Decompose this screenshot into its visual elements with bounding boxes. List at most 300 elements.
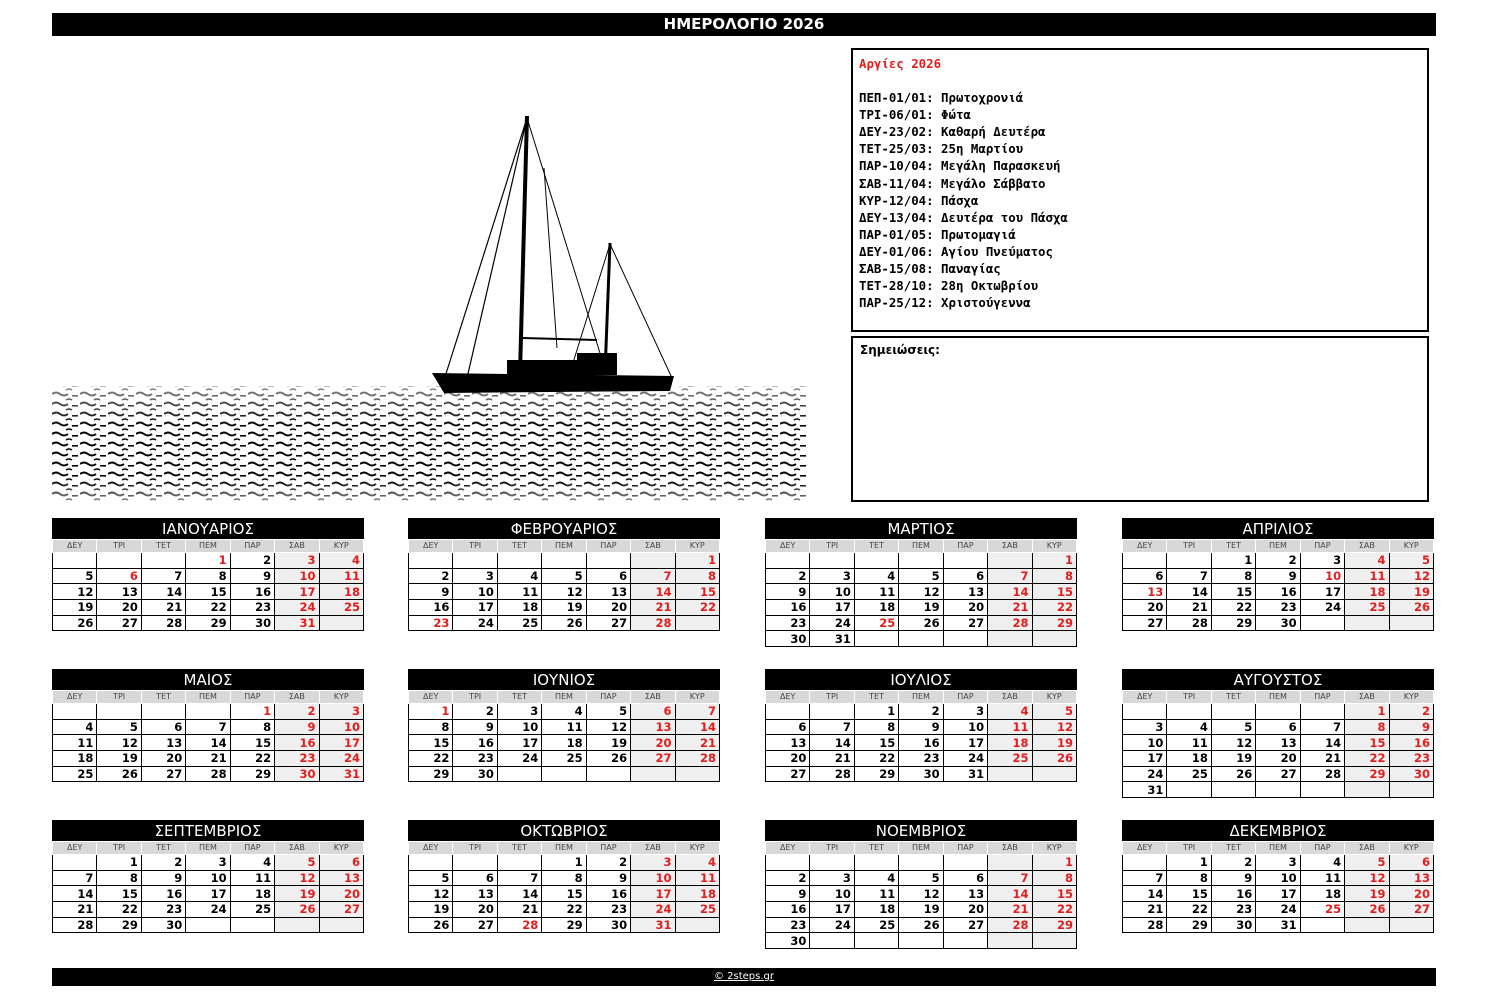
day-cell: 7 xyxy=(186,719,230,735)
day-cell: 17 xyxy=(810,600,854,616)
weekday-header: ΣΑΒ xyxy=(1345,842,1389,855)
day-cell: 20 xyxy=(1256,751,1300,767)
day-cell: 12 xyxy=(586,719,630,735)
day-cell: 20 xyxy=(1389,886,1433,902)
day-cell xyxy=(1123,855,1167,871)
day-cell xyxy=(542,766,586,782)
holidays-list xyxy=(859,89,1421,311)
day-cell: 22 xyxy=(186,600,230,616)
day-cell xyxy=(275,917,319,933)
weekday-header: ΣΑΒ xyxy=(1345,540,1389,553)
day-cell: 19 xyxy=(1345,886,1389,902)
day-cell: 21 xyxy=(1300,751,1344,767)
day-cell: 11 xyxy=(497,584,541,600)
day-cell: 25 xyxy=(988,751,1032,767)
day-cell: 27 xyxy=(631,751,675,767)
day-cell: 4 xyxy=(988,704,1032,720)
day-cell xyxy=(988,631,1032,647)
week-row xyxy=(409,855,720,871)
day-cell: 26 xyxy=(542,615,586,631)
day-cell: 22 xyxy=(854,751,898,767)
week-row xyxy=(53,704,364,720)
day-cell: 24 xyxy=(319,751,363,767)
day-cell: 1 xyxy=(97,855,141,871)
day-cell: 30 xyxy=(1211,917,1255,933)
day-cell: 12 xyxy=(899,584,943,600)
holiday-item: ΣΑΒ-15/08: Παναγίας xyxy=(859,261,1001,277)
month-calendar xyxy=(765,820,1077,949)
day-cell xyxy=(1032,766,1076,782)
day-cell xyxy=(899,553,943,569)
week-row xyxy=(1123,751,1434,767)
week-row xyxy=(766,584,1077,600)
day-cell: 20 xyxy=(1123,600,1167,616)
day-cell: 8 xyxy=(230,719,274,735)
notes-box xyxy=(851,336,1429,502)
day-cell xyxy=(586,766,630,782)
day-cell xyxy=(453,553,497,569)
week-row xyxy=(53,886,364,902)
day-cell: 11 xyxy=(854,584,898,600)
day-cell: 26 xyxy=(97,766,141,782)
day-cell: 31 xyxy=(319,766,363,782)
day-cell: 28 xyxy=(988,917,1032,933)
day-cell: 13 xyxy=(141,735,185,751)
day-cell: 20 xyxy=(586,600,630,616)
day-cell: 21 xyxy=(988,902,1032,918)
day-cell xyxy=(899,631,943,647)
day-cell: 30 xyxy=(586,917,630,933)
day-cell: 12 xyxy=(275,870,319,886)
weekday-header: ΔΕΥ xyxy=(53,691,97,704)
week-row xyxy=(53,902,364,918)
day-cell: 3 xyxy=(1300,553,1344,569)
weekday-header: ΚΥΡ xyxy=(1389,842,1433,855)
day-cell: 7 xyxy=(810,719,854,735)
day-cell: 13 xyxy=(943,886,987,902)
day-cell: 28 xyxy=(631,615,675,631)
weekday-header: ΠΕΜ xyxy=(1256,540,1300,553)
day-cell: 20 xyxy=(141,751,185,767)
day-cell: 9 xyxy=(230,568,274,584)
day-cell: 15 xyxy=(186,584,230,600)
day-cell xyxy=(1345,917,1389,933)
week-row xyxy=(766,631,1077,647)
day-cell: 16 xyxy=(766,600,810,616)
day-cell: 2 xyxy=(766,870,810,886)
day-cell: 1 xyxy=(1345,704,1389,720)
day-cell: 21 xyxy=(1123,902,1167,918)
day-cell: 16 xyxy=(141,886,185,902)
day-cell xyxy=(631,766,675,782)
day-cell: 11 xyxy=(1345,568,1389,584)
day-cell: 15 xyxy=(1167,886,1211,902)
day-cell: 27 xyxy=(1256,766,1300,782)
day-cell xyxy=(1123,553,1167,569)
weekday-header: ΠΕΜ xyxy=(542,540,586,553)
day-cell: 2 xyxy=(586,855,630,871)
day-cell: 7 xyxy=(988,870,1032,886)
day-cell: 2 xyxy=(1211,855,1255,871)
day-cell xyxy=(943,855,987,871)
day-cell: 24 xyxy=(631,902,675,918)
day-cell: 18 xyxy=(854,600,898,616)
week-row xyxy=(53,855,364,871)
day-cell: 25 xyxy=(542,751,586,767)
day-cell: 20 xyxy=(97,600,141,616)
day-cell: 26 xyxy=(1345,902,1389,918)
day-cell: 30 xyxy=(1256,615,1300,631)
day-cell: 9 xyxy=(1211,870,1255,886)
day-cell xyxy=(988,855,1032,871)
weekday-header: ΠΑΡ xyxy=(943,842,987,855)
holiday-item: ΣΑΒ-11/04: Μεγάλο Σάββατο xyxy=(859,175,1046,191)
day-cell: 12 xyxy=(97,735,141,751)
day-cell: 11 xyxy=(1300,870,1344,886)
weekday-header: ΣΑΒ xyxy=(988,842,1032,855)
day-cell: 29 xyxy=(1345,766,1389,782)
day-cell: 30 xyxy=(453,766,497,782)
day-cell xyxy=(186,917,230,933)
weekday-header: ΤΕΤ xyxy=(141,540,185,553)
day-cell xyxy=(943,933,987,949)
day-cell: 19 xyxy=(899,902,943,918)
day-cell: 8 xyxy=(1167,870,1211,886)
day-cell xyxy=(542,553,586,569)
day-cell: 21 xyxy=(141,600,185,616)
day-cell: 17 xyxy=(275,584,319,600)
week-row xyxy=(409,751,720,767)
week-row xyxy=(409,704,720,720)
day-cell: 24 xyxy=(453,615,497,631)
weekday-header: ΠΑΡ xyxy=(943,691,987,704)
weekday-header: ΤΕΤ xyxy=(854,540,898,553)
weekday-header: ΚΥΡ xyxy=(1032,540,1076,553)
weekday-header: ΠΕΜ xyxy=(542,691,586,704)
weekday-header: ΠΑΡ xyxy=(586,691,630,704)
day-cell: 12 xyxy=(1211,735,1255,751)
day-cell xyxy=(766,553,810,569)
day-cell: 28 xyxy=(141,615,185,631)
weekday-header: ΔΕΥ xyxy=(53,842,97,855)
weekday-header: ΚΥΡ xyxy=(1389,540,1433,553)
month-name: ΔΕΚΕΜΒΡΙΟΣ xyxy=(1122,820,1434,841)
weekday-header: ΔΕΥ xyxy=(1123,540,1167,553)
day-cell: 10 xyxy=(275,568,319,584)
day-cell: 23 xyxy=(409,615,453,631)
week-row xyxy=(766,902,1077,918)
week-row xyxy=(53,568,364,584)
day-cell: 26 xyxy=(275,902,319,918)
day-cell xyxy=(1211,704,1255,720)
week-row xyxy=(1123,704,1434,720)
day-cell: 25 xyxy=(497,615,541,631)
month-calendar xyxy=(408,669,720,782)
day-cell: 7 xyxy=(53,870,97,886)
weekday-header: ΤΡΙ xyxy=(1167,691,1211,704)
weekday-header: ΠΑΡ xyxy=(1300,540,1344,553)
weekday-header: ΤΕΤ xyxy=(854,691,898,704)
day-cell: 17 xyxy=(186,886,230,902)
day-cell: 22 xyxy=(230,751,274,767)
day-cell: 17 xyxy=(631,886,675,902)
day-cell: 9 xyxy=(766,886,810,902)
day-cell xyxy=(854,553,898,569)
day-cell: 4 xyxy=(542,704,586,720)
month-calendar xyxy=(1122,820,1434,933)
day-cell: 3 xyxy=(943,704,987,720)
day-cell: 14 xyxy=(988,886,1032,902)
month-calendar xyxy=(1122,669,1434,798)
day-cell: 11 xyxy=(1167,735,1211,751)
day-cell xyxy=(810,933,854,949)
day-cell: 29 xyxy=(186,615,230,631)
day-cell: 6 xyxy=(943,870,987,886)
day-cell: 19 xyxy=(409,902,453,918)
day-cell: 6 xyxy=(1389,855,1433,871)
day-cell: 3 xyxy=(631,855,675,871)
weekday-header: ΔΕΥ xyxy=(766,691,810,704)
day-cell: 25 xyxy=(1167,766,1211,782)
month-table xyxy=(52,539,364,631)
day-cell: 4 xyxy=(854,568,898,584)
weekday-header: ΚΥΡ xyxy=(1032,691,1076,704)
day-cell: 7 xyxy=(675,704,719,720)
day-cell: 16 xyxy=(230,584,274,600)
day-cell: 16 xyxy=(409,600,453,616)
day-cell: 13 xyxy=(943,584,987,600)
week-row xyxy=(409,615,720,631)
month-calendar xyxy=(52,669,364,782)
day-cell: 2 xyxy=(275,704,319,720)
day-cell xyxy=(1123,704,1167,720)
day-cell: 28 xyxy=(988,615,1032,631)
month-name: ΟΚΤΩΒΡΙΟΣ xyxy=(408,820,720,841)
day-cell: 4 xyxy=(497,568,541,584)
day-cell: 14 xyxy=(1167,584,1211,600)
day-cell: 1 xyxy=(409,704,453,720)
weekday-header: ΤΕΤ xyxy=(141,691,185,704)
day-cell: 30 xyxy=(141,917,185,933)
day-cell: 1 xyxy=(186,553,230,569)
week-row xyxy=(53,917,364,933)
day-cell: 18 xyxy=(230,886,274,902)
day-cell: 19 xyxy=(1032,735,1076,751)
week-row xyxy=(409,568,720,584)
day-cell xyxy=(586,553,630,569)
day-cell: 5 xyxy=(1389,553,1433,569)
day-cell xyxy=(988,553,1032,569)
day-cell: 13 xyxy=(1256,735,1300,751)
day-cell: 7 xyxy=(631,568,675,584)
day-cell: 4 xyxy=(319,553,363,569)
day-cell: 23 xyxy=(275,751,319,767)
day-cell: 27 xyxy=(453,917,497,933)
day-cell: 13 xyxy=(631,719,675,735)
day-cell: 17 xyxy=(453,600,497,616)
day-cell: 18 xyxy=(542,735,586,751)
day-cell: 26 xyxy=(1211,766,1255,782)
day-cell: 27 xyxy=(766,766,810,782)
day-cell: 18 xyxy=(497,600,541,616)
weekday-header: ΔΕΥ xyxy=(1123,691,1167,704)
day-cell: 8 xyxy=(409,719,453,735)
month-name: ΙΟΥΛΙΟΣ xyxy=(765,669,1077,690)
month-table xyxy=(765,539,1077,647)
day-cell: 6 xyxy=(1256,719,1300,735)
day-cell: 1 xyxy=(675,553,719,569)
holidays-box xyxy=(851,48,1429,332)
day-cell: 16 xyxy=(1211,886,1255,902)
day-cell: 2 xyxy=(453,704,497,720)
week-row xyxy=(1123,917,1434,933)
day-cell: 2 xyxy=(409,568,453,584)
day-cell: 24 xyxy=(943,751,987,767)
day-cell: 27 xyxy=(586,615,630,631)
day-cell: 18 xyxy=(319,584,363,600)
day-cell: 8 xyxy=(186,568,230,584)
day-cell: 22 xyxy=(675,600,719,616)
month-table xyxy=(1122,841,1434,933)
day-cell: 13 xyxy=(586,584,630,600)
month-calendar xyxy=(408,820,720,933)
day-cell xyxy=(810,553,854,569)
day-cell: 29 xyxy=(1167,917,1211,933)
weekday-header: ΣΑΒ xyxy=(988,691,1032,704)
day-cell xyxy=(631,553,675,569)
calendar-title: ΗΜΕΡΟΛΟΓΙΟ 2026 xyxy=(52,13,1436,36)
day-cell xyxy=(854,933,898,949)
month-name: ΦΕΒΡΟΥΑΡΙΟΣ xyxy=(408,518,720,539)
day-cell: 16 xyxy=(899,735,943,751)
day-cell: 8 xyxy=(854,719,898,735)
day-cell xyxy=(230,917,274,933)
day-cell: 3 xyxy=(810,870,854,886)
day-cell xyxy=(810,704,854,720)
day-cell: 17 xyxy=(497,735,541,751)
notes-label: Σημειώσεις: xyxy=(860,343,940,357)
day-cell: 17 xyxy=(319,735,363,751)
day-cell: 8 xyxy=(1345,719,1389,735)
weekday-header: ΤΡΙ xyxy=(453,540,497,553)
week-row xyxy=(766,751,1077,767)
day-cell: 9 xyxy=(899,719,943,735)
weekday-header: ΣΑΒ xyxy=(631,691,675,704)
week-row xyxy=(766,917,1077,933)
day-cell: 5 xyxy=(899,870,943,886)
month-table xyxy=(408,539,720,631)
day-cell: 13 xyxy=(1389,870,1433,886)
day-cell: 16 xyxy=(766,902,810,918)
day-cell xyxy=(409,553,453,569)
day-cell: 19 xyxy=(542,600,586,616)
day-cell: 19 xyxy=(1389,584,1433,600)
weekday-header: ΤΡΙ xyxy=(810,691,854,704)
day-cell: 3 xyxy=(497,704,541,720)
day-cell: 1 xyxy=(230,704,274,720)
day-cell: 10 xyxy=(631,870,675,886)
day-cell: 28 xyxy=(1123,917,1167,933)
day-cell: 15 xyxy=(854,735,898,751)
day-cell: 31 xyxy=(275,615,319,631)
day-cell: 25 xyxy=(675,902,719,918)
weekday-header: ΠΑΡ xyxy=(230,540,274,553)
week-row xyxy=(1123,584,1434,600)
day-cell: 12 xyxy=(409,886,453,902)
weekday-header: ΣΑΒ xyxy=(1345,691,1389,704)
day-cell xyxy=(1389,917,1433,933)
day-cell: 11 xyxy=(542,719,586,735)
day-cell xyxy=(497,855,541,871)
day-cell: 29 xyxy=(1032,917,1076,933)
day-cell: 2 xyxy=(141,855,185,871)
day-cell: 29 xyxy=(1032,615,1076,631)
day-cell: 9 xyxy=(409,584,453,600)
day-cell: 11 xyxy=(319,568,363,584)
day-cell: 10 xyxy=(497,719,541,735)
day-cell: 10 xyxy=(453,584,497,600)
day-cell xyxy=(141,553,185,569)
weekday-header: ΠΕΜ xyxy=(186,842,230,855)
week-row xyxy=(1123,902,1434,918)
day-cell: 15 xyxy=(409,735,453,751)
day-cell: 21 xyxy=(497,902,541,918)
day-cell: 14 xyxy=(186,735,230,751)
month-table xyxy=(408,690,720,782)
month-calendar xyxy=(52,518,364,631)
day-cell: 30 xyxy=(230,615,274,631)
day-cell: 12 xyxy=(1345,870,1389,886)
holiday-item: ΠΑΡ-01/05: Πρωτομαγιά xyxy=(859,226,1016,242)
holiday-item: ΠΑΡ-10/04: Μεγάλη Παρασκευή xyxy=(859,158,1061,174)
day-cell xyxy=(1345,782,1389,798)
day-cell xyxy=(1389,782,1433,798)
month-table xyxy=(765,690,1077,782)
day-cell xyxy=(1032,933,1076,949)
day-cell: 20 xyxy=(766,751,810,767)
day-cell xyxy=(854,855,898,871)
day-cell: 24 xyxy=(497,751,541,767)
day-cell: 20 xyxy=(631,735,675,751)
day-cell: 1 xyxy=(1211,553,1255,569)
week-row xyxy=(766,933,1077,949)
holiday-item: ΔΕΥ-23/02: Καθαρή Δευτέρα xyxy=(859,124,1046,140)
day-cell: 30 xyxy=(275,766,319,782)
weekday-header: ΔΕΥ xyxy=(53,540,97,553)
day-cell: 14 xyxy=(988,584,1032,600)
day-cell: 18 xyxy=(1167,751,1211,767)
day-cell: 23 xyxy=(766,615,810,631)
day-cell: 3 xyxy=(810,568,854,584)
copyright-link[interactable]: © 2steps.gr xyxy=(713,971,775,982)
week-row xyxy=(766,886,1077,902)
day-cell: 26 xyxy=(1389,600,1433,616)
day-cell: 25 xyxy=(53,766,97,782)
day-cell: 9 xyxy=(1389,719,1433,735)
day-cell: 13 xyxy=(1123,584,1167,600)
day-cell: 10 xyxy=(810,886,854,902)
day-cell xyxy=(1300,704,1344,720)
weekday-header: ΤΡΙ xyxy=(810,842,854,855)
week-row xyxy=(766,870,1077,886)
holiday-item: ΤΡΙ-06/01: Φώτα xyxy=(859,107,971,123)
day-cell: 25 xyxy=(1345,600,1389,616)
day-cell: 23 xyxy=(1389,751,1433,767)
day-cell xyxy=(453,855,497,871)
weekday-header: ΤΡΙ xyxy=(97,691,141,704)
day-cell: 31 xyxy=(943,766,987,782)
day-cell xyxy=(97,553,141,569)
